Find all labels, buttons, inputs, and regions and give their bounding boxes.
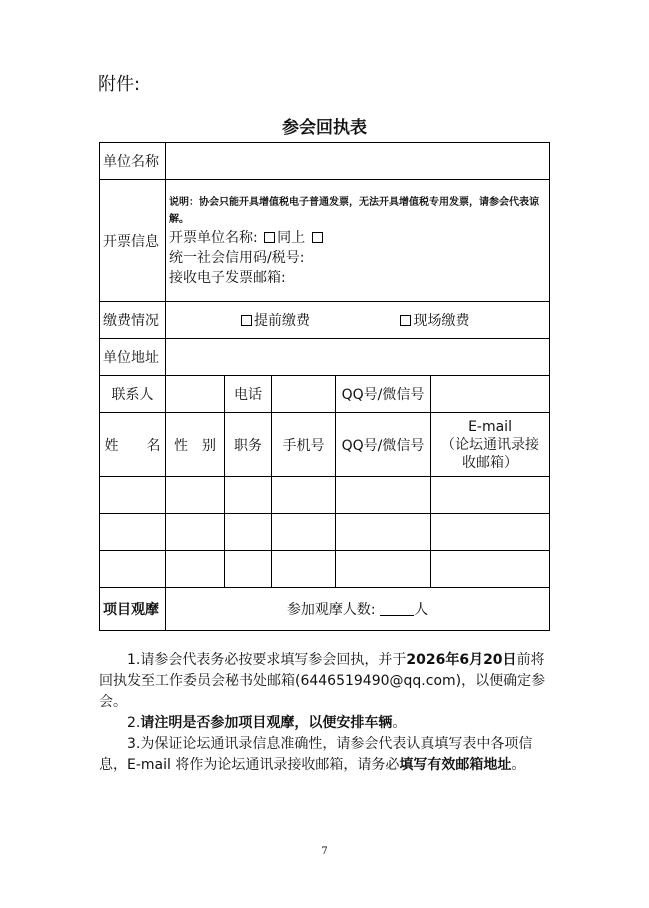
invoice-info-cell [166, 180, 550, 302]
table-cell[interactable] [272, 514, 336, 551]
table-row [100, 551, 550, 588]
table-cell[interactable] [225, 551, 272, 588]
col-header-email [431, 413, 550, 477]
table-row [100, 477, 550, 514]
observe-count-blank[interactable] [380, 601, 414, 616]
note-2-number: 2. [127, 715, 141, 731]
checkbox-icon[interactable] [312, 232, 323, 243]
attachment-label: 附件: [98, 74, 141, 95]
payment-options [166, 302, 550, 339]
note-2-end: 。 [392, 715, 407, 731]
registration-form-table [99, 142, 550, 631]
col-header-email-line1: E-mail [468, 418, 512, 435]
qq-label: QQ号/微信号 [336, 376, 431, 413]
note-1 [99, 650, 551, 713]
table-cell[interactable] [431, 514, 550, 551]
col-header-position: 职务 [225, 413, 272, 477]
invoice-info-label: 开票信息 [100, 180, 166, 302]
checkbox-icon[interactable] [264, 232, 275, 243]
credit-code-label: 统一社会信用码/税号: [169, 249, 305, 266]
note-2 [99, 713, 551, 734]
unit-name-label: 单位名称 [100, 143, 166, 180]
table-cell[interactable] [100, 477, 166, 514]
note-1-text: 1.请参会代表务必按要求填写参会回执，并于 [127, 652, 407, 668]
unit-name-field[interactable] [166, 143, 550, 180]
observe-count-suffix: 人 [414, 602, 429, 618]
invoice-notice: 说明：协会只能开具增值税电子普通发票，无法开具增值税专用发票，请参会代表谅解。 [169, 196, 539, 225]
payment-label: 缴费情况 [100, 302, 166, 339]
col-header-mobile: 手机号 [272, 413, 336, 477]
note-3 [99, 734, 551, 776]
note-1-text-end: 前将回执发至工作委员会秘书处邮箱(6446519490@qq.com)，以便确定参会。 [99, 652, 546, 710]
table-cell[interactable] [272, 477, 336, 514]
note-2-bold: 请注明是否参加项目观摩，以便安排车辆 [140, 715, 393, 731]
payment-option-advance-label: 提前缴费 [254, 313, 310, 329]
page-number: 7 [321, 846, 328, 857]
observe-label: 项目观摩 [100, 588, 166, 631]
contact-label: 联系人 [100, 376, 166, 413]
contact-field[interactable] [166, 376, 225, 413]
table-cell[interactable] [166, 514, 225, 551]
payment-option-onsite[interactable] [398, 313, 469, 329]
phone-field[interactable] [272, 376, 336, 413]
observe-count-prefix: 参加观摩人数: [286, 602, 376, 618]
table-cell[interactable] [100, 514, 166, 551]
address-field[interactable] [166, 339, 550, 376]
note-1-date: 2026年6月20日 [406, 652, 517, 668]
table-cell[interactable] [431, 551, 550, 588]
table-cell[interactable] [166, 477, 225, 514]
table-cell[interactable] [166, 551, 225, 588]
payment-option-onsite-label: 现场缴费 [413, 313, 470, 329]
invoice-unit-label: 开票单位名称: [169, 229, 258, 246]
col-header-email-line2: （论坛通讯录接 [441, 436, 540, 453]
email-receive-label: 接收电子发票邮箱: [169, 269, 286, 286]
note-3-bold: 填写有效邮箱地址 [399, 757, 512, 773]
table-row [100, 514, 550, 551]
invoice-same-label: 同上 [277, 229, 306, 246]
table-cell[interactable] [431, 477, 550, 514]
table-cell[interactable] [272, 551, 336, 588]
address-label: 单位地址 [100, 339, 166, 376]
checkbox-icon[interactable] [241, 315, 252, 326]
invoice-unit-row [169, 228, 546, 248]
phone-label: 电话 [225, 376, 272, 413]
col-header-qq: QQ号/微信号 [336, 413, 431, 477]
note-3-end: 。 [511, 757, 526, 773]
note-3-text: 3.为保证论坛通讯录信息准确性，请参会代表认真填写表中各项信息，E-mail 将作为论坛通讯录接收邮箱，请务必 [99, 736, 533, 773]
col-header-name: 姓 名 [100, 413, 166, 477]
observe-count-cell [166, 588, 550, 631]
table-cell[interactable] [225, 477, 272, 514]
notes-section [99, 650, 551, 776]
checkbox-icon[interactable] [400, 315, 411, 326]
table-cell[interactable] [336, 514, 431, 551]
col-header-gender: 性 别 [166, 413, 225, 477]
table-cell[interactable] [100, 551, 166, 588]
table-cell[interactable] [336, 551, 431, 588]
qq-field[interactable] [431, 376, 550, 413]
table-cell[interactable] [336, 477, 431, 514]
payment-option-advance[interactable] [239, 313, 310, 329]
table-cell[interactable] [225, 514, 272, 551]
page-title: 参会回执表 [282, 118, 367, 138]
col-header-email-line3: 收邮箱） [462, 454, 519, 471]
